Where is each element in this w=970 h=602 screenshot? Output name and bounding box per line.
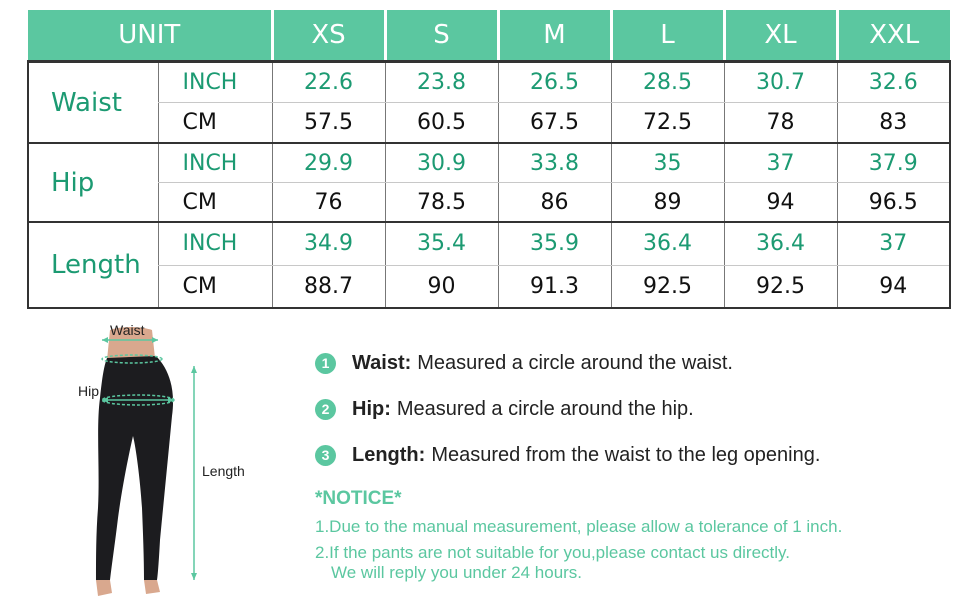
header-size-xl: XL [724, 10, 837, 62]
notice-title: *NOTICE* [315, 488, 402, 509]
table-row [28, 222, 950, 265]
header-size-xs: XS [272, 10, 385, 62]
table-cell: 83 [837, 103, 950, 144]
unit-label: CM [158, 183, 272, 223]
header-size-m: M [498, 10, 611, 62]
measure-title: Hip: [352, 397, 391, 420]
table-cell: 30.9 [385, 143, 498, 183]
table-row [28, 183, 950, 223]
table-cell: 92.5 [724, 265, 837, 308]
table-cell: 57.5 [272, 103, 385, 144]
table-cell: 30.7 [724, 62, 837, 103]
table-cell: 86 [498, 183, 611, 223]
measure-title: Length: [352, 443, 426, 466]
table-row [28, 265, 950, 308]
measure-text: Measured a circle around the hip. [396, 397, 694, 420]
step-number-badge: 1 [315, 353, 336, 374]
table-cell: 37 [724, 143, 837, 183]
header-size-xxl: XXL [837, 10, 950, 62]
table-cell: 78 [724, 103, 837, 144]
unit-label: CM [158, 265, 272, 308]
notice-section [315, 488, 965, 583]
table-cell: 88.7 [272, 265, 385, 308]
table-cell: 94 [837, 265, 950, 308]
step-number-badge: 2 [315, 399, 336, 420]
leggings-shape [96, 356, 173, 580]
table-cell: 76 [272, 183, 385, 223]
table-cell: 28.5 [611, 62, 724, 103]
measurement-figure [60, 318, 270, 598]
table-cell: 33.8 [498, 143, 611, 183]
unit-label: CM [158, 103, 272, 144]
notice-line-1: 1.Due to the manual measurement, please allow a tolerance of 1 inch. [315, 517, 843, 536]
table-cell: 37.9 [837, 143, 950, 183]
table-cell: 36.4 [724, 222, 837, 265]
table-cell: 26.5 [498, 62, 611, 103]
unit-label: INCH [158, 222, 272, 265]
header-size-s: S [385, 10, 498, 62]
size-header-row [28, 10, 950, 62]
table-cell: 34.9 [272, 222, 385, 265]
table-cell: 35.9 [498, 222, 611, 265]
table-cell: 35 [611, 143, 724, 183]
table-cell: 91.3 [498, 265, 611, 308]
notice-line-2-continued: We will reply you under 24 hours. [331, 563, 583, 582]
header-unit: UNIT [28, 10, 272, 62]
measure-text: Measured a circle around the waist. [417, 351, 733, 374]
table-cell: 78.5 [385, 183, 498, 223]
header-size-l: L [611, 10, 724, 62]
table-cell: 90 [385, 265, 498, 308]
table-cell: 96.5 [837, 183, 950, 223]
table-cell: 29.9 [272, 143, 385, 183]
table-cell: 37 [837, 222, 950, 265]
table-row [28, 103, 950, 144]
table-row [28, 62, 950, 103]
measurement-notes [315, 340, 965, 478]
table-cell: 32.6 [837, 62, 950, 103]
measure-title: Waist: [352, 351, 412, 374]
row-label-waist: Waist [28, 62, 158, 144]
left-foot [96, 580, 112, 596]
figure-length-label: Length [202, 463, 245, 479]
unit-label: INCH [158, 62, 272, 103]
table-cell: 35.4 [385, 222, 498, 265]
measure-text: Measured from the waist to the leg opening. [431, 443, 821, 466]
table-cell: 89 [611, 183, 724, 223]
table-cell: 22.6 [272, 62, 385, 103]
measure-item-length [315, 432, 965, 478]
size-chart-table [27, 10, 951, 309]
leggings-model-illustration [60, 318, 270, 598]
step-number-badge: 3 [315, 445, 336, 466]
measure-item-hip [315, 386, 965, 432]
table-cell: 94 [724, 183, 837, 223]
table-cell: 23.8 [385, 62, 498, 103]
unit-label: INCH [158, 143, 272, 183]
table-cell: 67.5 [498, 103, 611, 144]
right-foot [144, 580, 160, 594]
measure-item-waist [315, 340, 965, 386]
table-cell: 36.4 [611, 222, 724, 265]
row-label-hip: Hip [28, 143, 158, 222]
row-label-length: Length [28, 222, 158, 308]
table-cell: 92.5 [611, 265, 724, 308]
table-cell: 72.5 [611, 103, 724, 144]
notice-line-2: 2.If the pants are not suitable for you,please contact us directly. [315, 543, 791, 562]
table-cell: 60.5 [385, 103, 498, 144]
figure-waist-label: Waist [110, 322, 145, 338]
figure-hip-label: Hip [78, 383, 100, 399]
table-row [28, 143, 950, 183]
